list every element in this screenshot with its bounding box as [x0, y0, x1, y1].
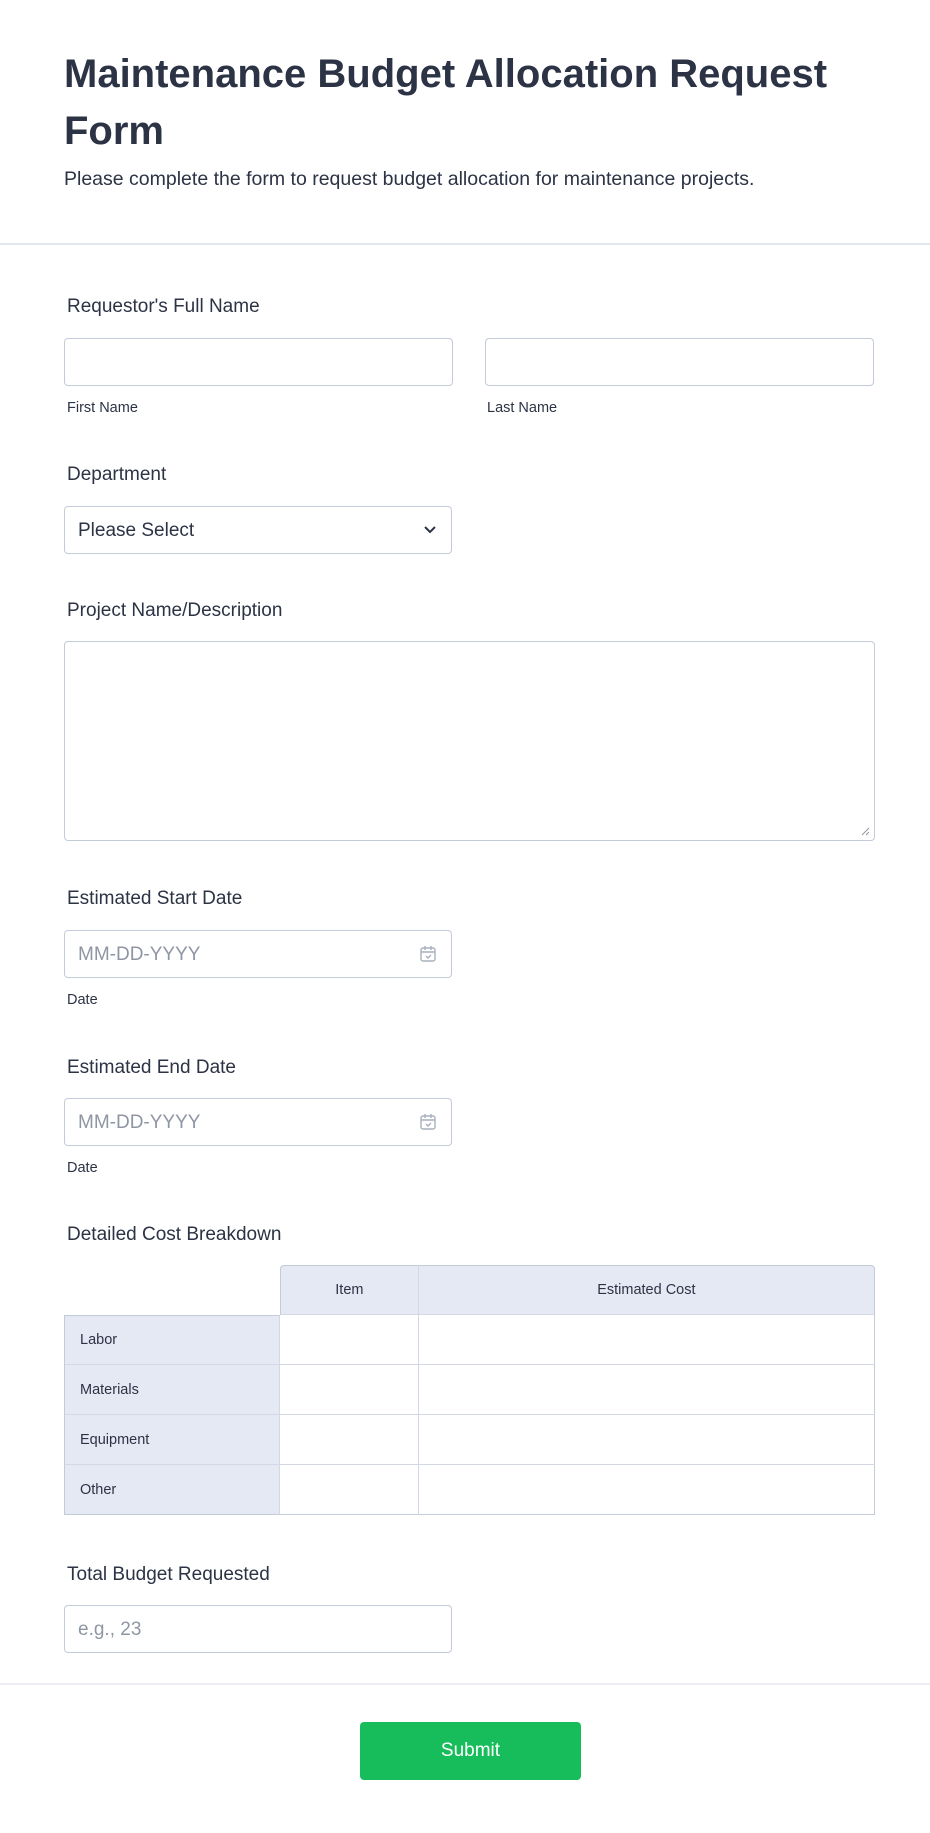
first-name-sublabel: First Name: [67, 400, 138, 416]
total-budget-label: Total Budget Requested: [67, 1564, 270, 1585]
column-header-item: Item: [280, 1265, 419, 1315]
other-cost-cell[interactable]: [419, 1465, 875, 1515]
page-title: Maintenance Budget Allocation Request Form: [64, 52, 828, 153]
equipment-item-cell[interactable]: [280, 1415, 419, 1465]
start-date-input[interactable]: [64, 930, 452, 978]
cost-breakdown-table: [64, 1265, 875, 1515]
department-label: Department: [67, 464, 167, 485]
row-label-equipment: Equipment: [64, 1415, 280, 1465]
cost-breakdown-label: Detailed Cost Breakdown: [67, 1224, 282, 1245]
start-date-label: Estimated Start Date: [67, 888, 243, 909]
project-label: Project Name/Description: [67, 600, 283, 621]
table-row: [64, 1415, 875, 1465]
end-date-placeholder: MM-DD-YYYY: [78, 1112, 201, 1133]
row-label-labor: Labor: [64, 1315, 280, 1365]
table-corner: [64, 1265, 280, 1315]
resize-handle-icon[interactable]: [860, 826, 870, 836]
last-name-input[interactable]: [485, 338, 874, 386]
calendar-icon[interactable]: [419, 945, 437, 963]
header-divider: [0, 243, 930, 245]
total-budget-input[interactable]: [64, 1605, 452, 1653]
total-budget-placeholder: e.g., 23: [78, 1619, 142, 1640]
start-date-placeholder: MM-DD-YYYY: [78, 944, 201, 965]
end-date-input[interactable]: [64, 1098, 452, 1146]
table-row: [64, 1365, 875, 1415]
department-select[interactable]: [64, 506, 452, 554]
department-selected: Please Select: [78, 520, 195, 541]
labor-item-cell[interactable]: [280, 1315, 419, 1365]
materials-item-cell[interactable]: [280, 1365, 419, 1415]
column-header-estimated-cost: Estimated Cost: [419, 1265, 875, 1315]
last-name-sublabel: Last Name: [487, 400, 558, 416]
row-label-other: Other: [64, 1465, 280, 1515]
table-row: [64, 1465, 875, 1515]
start-date-sublabel: Date: [67, 992, 98, 1008]
materials-cost-cell[interactable]: [419, 1365, 875, 1415]
footer-divider: [0, 1683, 930, 1685]
full-name-label: Requestor's Full Name: [67, 296, 260, 317]
project-description-textarea[interactable]: [64, 641, 875, 841]
first-name-input[interactable]: [64, 338, 453, 386]
row-label-materials: Materials: [64, 1365, 280, 1415]
equipment-cost-cell[interactable]: [419, 1415, 875, 1465]
submit-button[interactable]: Submit: [360, 1722, 581, 1780]
end-date-label: Estimated End Date: [67, 1057, 236, 1078]
table-row: [64, 1315, 875, 1365]
page-subtitle: Please complete the form to request budget allocation for maintenance projects.: [64, 168, 755, 190]
calendar-icon[interactable]: [419, 1113, 437, 1131]
chevron-down-icon: [423, 525, 437, 535]
table-header-row: [64, 1265, 875, 1315]
labor-cost-cell[interactable]: [419, 1315, 875, 1365]
end-date-sublabel: Date: [67, 1160, 98, 1176]
other-item-cell[interactable]: [280, 1465, 419, 1515]
